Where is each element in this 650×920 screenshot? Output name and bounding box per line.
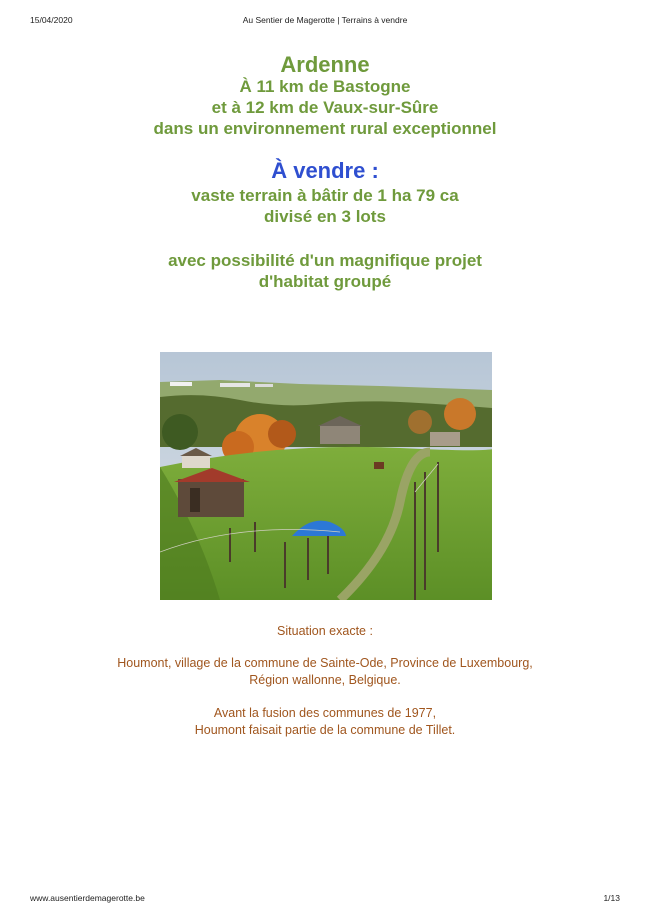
history-line-2: Houmont faisait partie de la commune de Tillet. (194, 723, 456, 737)
project-line-2: d'habitat groupé (258, 272, 392, 291)
location-label: Situation exacte : (277, 624, 373, 638)
sale-area: vaste terrain à bâtir de 1 ha 79 ca (191, 186, 459, 205)
location-line-2: Région wallonne, Belgique. (249, 673, 401, 687)
print-footer-url: www.ausentierdemagerotte.be (30, 893, 145, 903)
land-photo (160, 352, 492, 600)
history-line-1: Avant la fusion des communes de 1977, (213, 706, 437, 720)
sale-lots: divisé en 3 lots (264, 207, 386, 226)
distance-vaux: et à 12 km de Vaux-sur-Sûre (211, 98, 439, 117)
environment-line: dans un environnement rural exceptionnel (153, 119, 497, 138)
region-heading: Ardenne (280, 52, 370, 77)
print-date: 15/04/2020 (30, 15, 73, 25)
sale-heading: À vendre : (271, 158, 379, 183)
location-line-1: Houmont, village de la commune de Sainte-Ode, Province de Luxembourg, (117, 656, 533, 670)
project-line-1: avec possibilité d'un magnifique projet (168, 251, 482, 270)
print-page-number: 1/13 (603, 893, 620, 903)
print-page-title: Au Sentier de Magerotte | Terrains à vendre (242, 15, 408, 25)
distance-bastogne: À 11 km de Bastogne (239, 77, 411, 96)
